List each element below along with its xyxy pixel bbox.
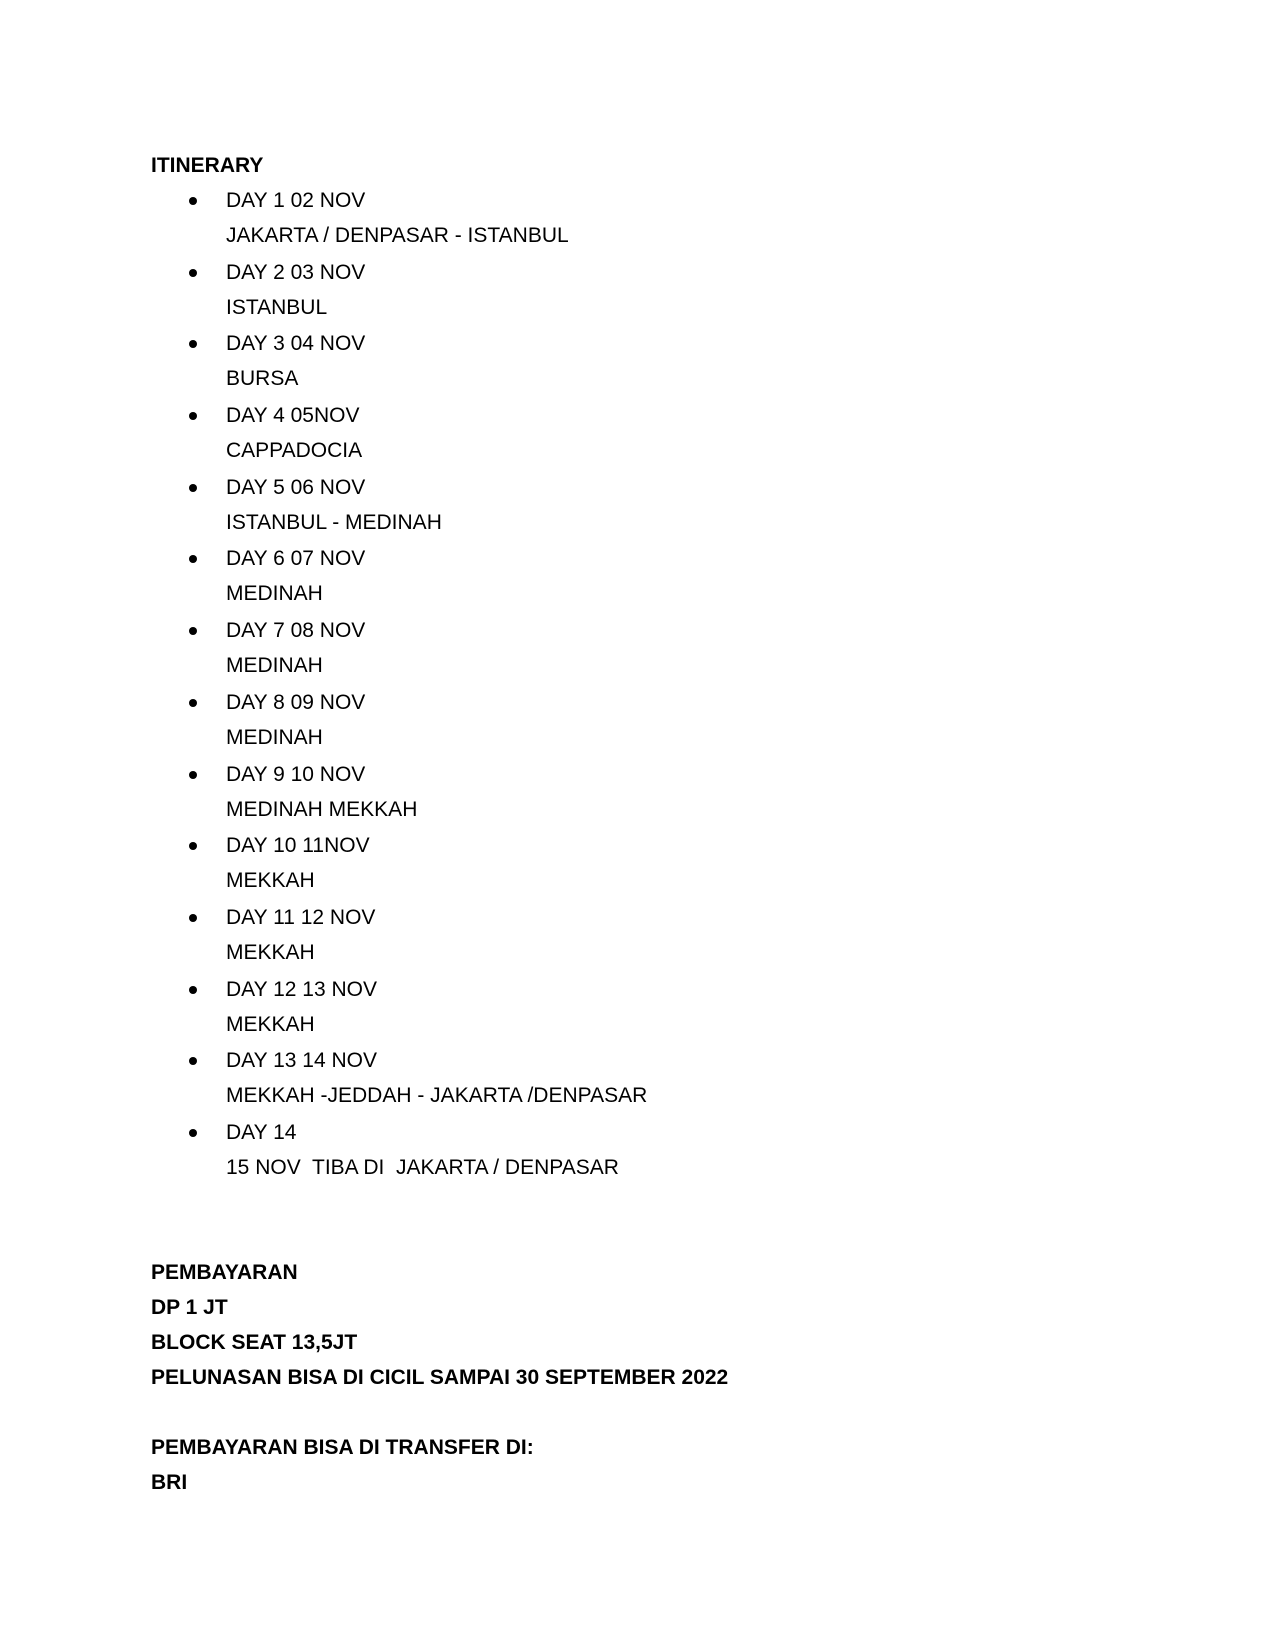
list-item [151, 613, 951, 685]
bullet-icon [189, 986, 197, 994]
day-destination: MEDINAH [226, 582, 323, 606]
bullet-icon [189, 412, 197, 420]
day-label: DAY 3 04 NOV [226, 332, 366, 356]
day-destination: CAPPADOCIA [226, 439, 363, 463]
day-label: DAY 1 02 NOV [226, 189, 366, 212]
day-destination: MEKKAH -JEDDAH - JAKARTA /DENPASAR [226, 1084, 648, 1108]
bullet-icon [189, 627, 197, 635]
block-seat-price: BLOCK SEAT 13,5JT [151, 1331, 358, 1354]
day-label: DAY 11 12 NOV [226, 905, 376, 929]
itinerary-title: ITINERARY [151, 154, 264, 177]
list-item [151, 972, 951, 1044]
day-label: DAY 12 13 NOV [226, 977, 377, 1001]
day-destination: MEKKAH [226, 869, 315, 893]
day-destination: 15 NOV TIBA DI JAKARTA / DENPASAR [226, 1155, 619, 1179]
day-destination: JAKARTA / DENPASAR - ISTANBUL [226, 224, 569, 247]
day-label: DAY 4 05NOV [226, 404, 360, 428]
list-item [151, 757, 951, 829]
list-item [151, 1043, 951, 1115]
day-destination: MEKKAH [226, 1012, 315, 1036]
day-destination: MEKKAH [226, 940, 315, 964]
payment-section [151, 1255, 728, 1500]
itinerary-list [151, 183, 951, 1187]
bullet-icon [189, 484, 197, 492]
day-label: DAY 8 09 NOV [226, 690, 366, 714]
day-label: DAY 9 10 NOV [226, 762, 366, 786]
day-destination: MEDINAH [226, 654, 323, 678]
bullet-icon [189, 269, 197, 277]
day-destination: BURSA [226, 367, 299, 391]
bank-name: BRI [151, 1471, 188, 1494]
day-destination: ISTANBUL - MEDINAH [226, 510, 442, 534]
day-label: DAY 10 11NOV [226, 834, 370, 858]
bullet-icon [189, 699, 197, 707]
day-label: DAY 6 07 NOV [226, 547, 366, 571]
bullet-icon [189, 771, 197, 779]
day-destination: MEDINAH MEKKAH [226, 797, 418, 821]
bullet-icon [189, 914, 197, 922]
day-label: DAY 13 14 NOV [226, 1049, 377, 1073]
bullet-icon [189, 1057, 197, 1065]
day-label: DAY 14 [226, 1120, 297, 1144]
list-item [151, 183, 951, 255]
list-item [151, 828, 951, 900]
transfer-label: PEMBAYARAN BISA DI TRANSFER DI: [151, 1436, 534, 1459]
day-destination: ISTANBUL [226, 295, 328, 319]
bullet-icon [189, 555, 197, 563]
day-destination: MEDINAH [226, 725, 323, 749]
list-item [151, 541, 951, 613]
bullet-icon [189, 340, 197, 348]
bullet-icon [189, 1129, 197, 1137]
bullet-icon [189, 842, 197, 850]
list-item [151, 326, 951, 398]
installment-note: PELUNASAN BISA DI CICIL SAMPAI 30 SEPTEMBER 2022 [151, 1366, 729, 1389]
list-item [151, 1115, 951, 1187]
list-item [151, 685, 951, 757]
day-label: DAY 2 03 NOV [226, 260, 366, 284]
day-label: DAY 5 06 NOV [226, 475, 366, 499]
down-payment: DP 1 JT [151, 1296, 228, 1319]
bullet-icon [189, 197, 197, 205]
day-label: DAY 7 08 NOV [226, 619, 366, 643]
list-item [151, 398, 951, 470]
list-item [151, 900, 951, 972]
list-item [151, 470, 951, 542]
payment-title: PEMBAYARAN [151, 1261, 298, 1284]
list-item [151, 255, 951, 327]
